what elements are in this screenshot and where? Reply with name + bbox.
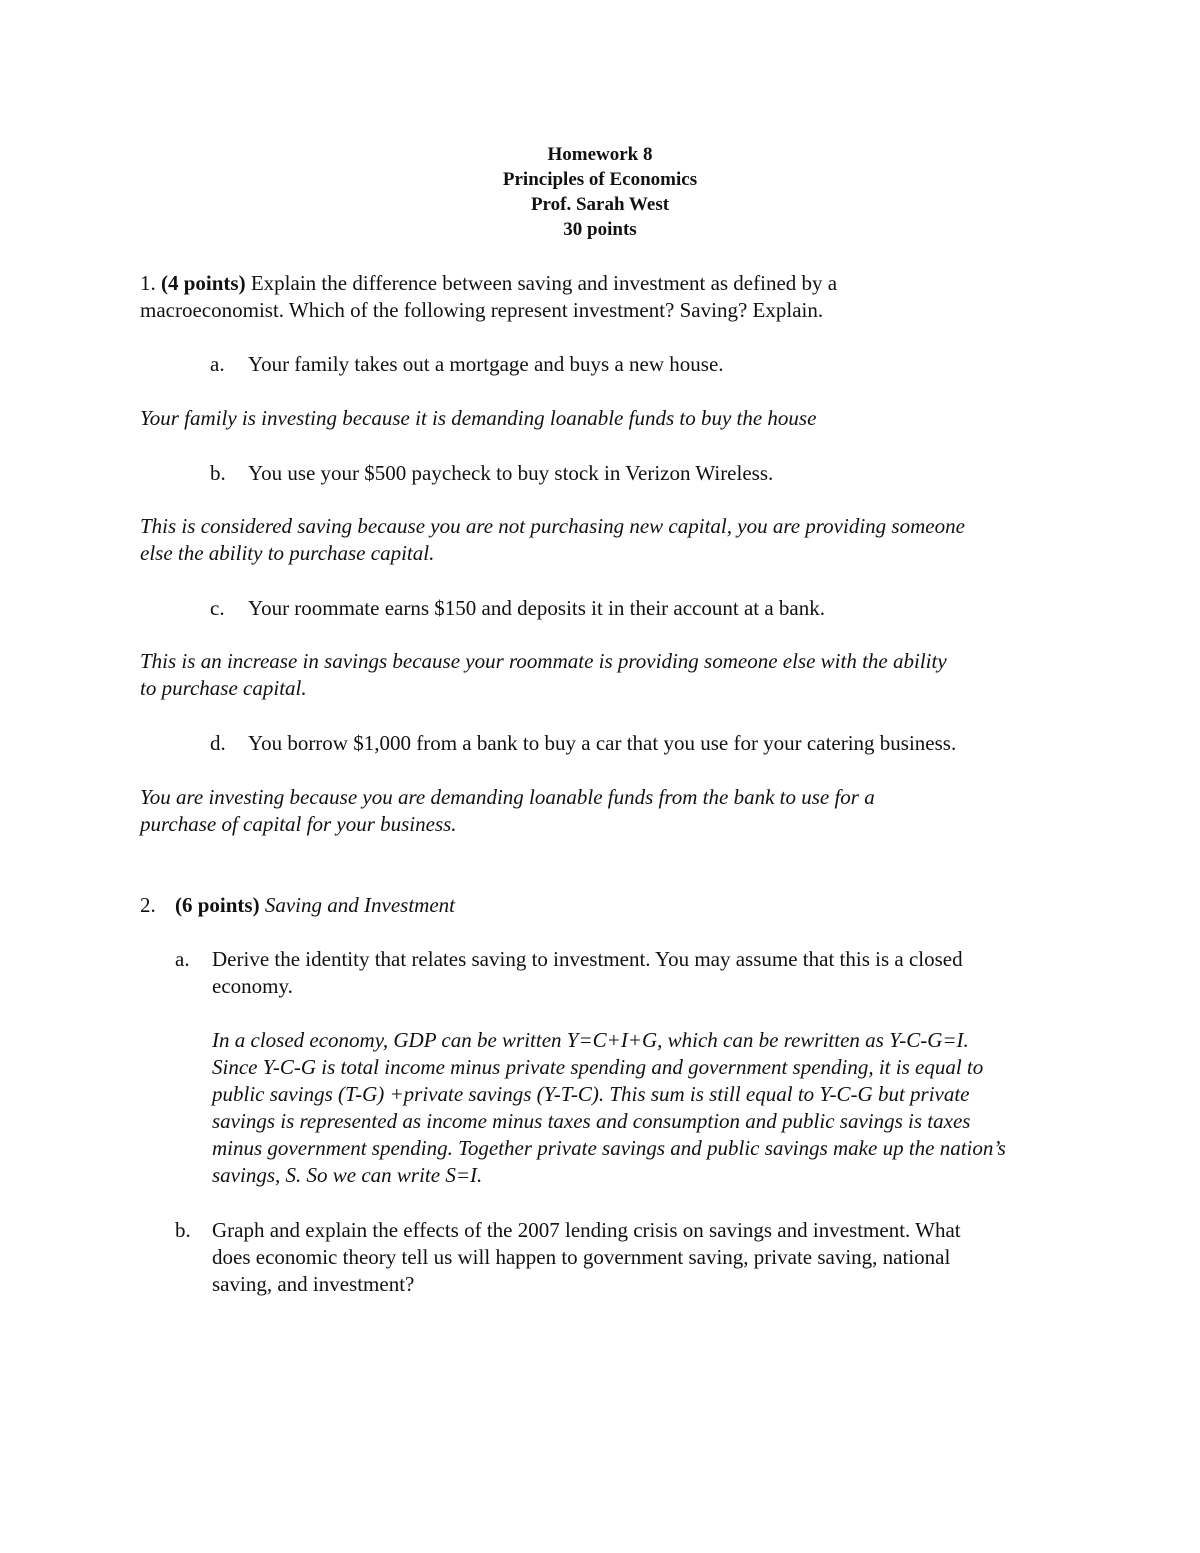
q2-item-a-text [212,946,1062,1000]
q1-prompt-line1 [140,270,1070,297]
q1-item-d-text: You borrow $1,000 from a bank to buy a car that you use for your catering business. [248,731,957,755]
q2-item-b-line1: Graph and explain the effects of the 2007 lending crisis on savings and investment. What [212,1218,961,1242]
q1-answer-d [140,784,1070,838]
q1-answer-d-line2: purchase of capital for your business. [140,812,457,836]
q1-answer-a-line1: Your family is investing because it is demanding loanable funds to buy the house [140,406,817,430]
q1-item-c-text: Your roommate earns $150 and deposits it in their account at a bank. [248,596,825,620]
q1-answer-c-line2: to purchase capital. [140,676,307,700]
q2-item-a-line2: economy. [212,974,293,998]
professor-name: Prof. Sarah West [530,194,670,215]
q1-answer-a [140,405,1070,432]
q2-item-b-line2: does economic theory tell us will happen to government saving, private saving, national [212,1245,951,1269]
q1-item-a-marker: a. [210,352,225,376]
q2-answer-a-line1: In a closed economy, GDP can be written Y=C+I+G, which can be rewritten as Y-C-G=I. [212,1028,969,1052]
q1-answer-c [140,648,1070,702]
q2-item-a-line1: Derive the identity that relates saving to investment. You may assume that this is a closed [212,947,963,971]
q1-item-d-marker: d. [210,731,226,755]
q2-answer-a-line5: minus government spending. Together private savings and public savings make up the nation’s [212,1136,1006,1160]
q1-item-b-text: You use your $500 paycheck to buy stock in Verizon Wireless. [248,461,774,485]
q2-points: (6 points) [175,893,260,917]
q1-answer-c-line1: This is an increase in savings because your roommate is providing someone else with the ability [140,649,947,673]
q2-prompt [175,892,455,919]
q2-answer-a-line4: savings is represented as income minus taxes and consumption and public savings is taxes [212,1109,971,1133]
q1-points: (4 points) [161,271,246,295]
q2-answer-a-line2: Since Y-C-G is total income minus private spending and government spending, it is equal to [212,1055,984,1079]
course-name: Principles of Economics [502,169,698,190]
homework-title: Homework 8 [547,144,653,165]
q2-answer-a-line6: savings, S. So we can write S=I. [212,1163,483,1187]
q1-item-c-marker: c. [210,596,225,620]
q2-item-b-text [212,1217,1062,1298]
q2-item-b-line3: saving, and investment? [212,1272,415,1296]
q1-prompt-text1: Explain the difference between saving and investment as defined by a [245,271,838,295]
q1-item-a-text: Your family takes out a mortgage and buys a new house. [248,352,724,376]
q2-answer-a [212,1027,1062,1189]
q1-answer-b-line2: else the ability to purchase capital. [140,541,435,565]
q1-answer-b-line1: This is considered saving because you are not purchasing new capital, you are providing someone [140,514,965,538]
q1-item-b-marker: b. [210,461,226,485]
q2-answer-a-line3: public savings (T-G) +private savings (Y-T-C). This sum is still equal to Y-C-G but private [212,1082,970,1106]
q1-answer-b [140,513,1070,567]
q1-number: 1. [140,271,156,295]
q1-prompt-line2: macroeconomist. Which of the following represent investment? Saving? Explain. [140,298,824,322]
q1-answer-d-line1: You are investing because you are demanding loanable funds from the bank to use for a [140,785,875,809]
total-points: 30 points [563,219,637,240]
q2-item-a-marker: a. [175,947,190,971]
q2-item-b-marker: b. [175,1218,191,1242]
q2-number: 2. [140,893,156,917]
document-header [0,142,1200,242]
q1-prompt [140,270,1070,324]
q2-topic: Saving and Investment [259,893,455,917]
